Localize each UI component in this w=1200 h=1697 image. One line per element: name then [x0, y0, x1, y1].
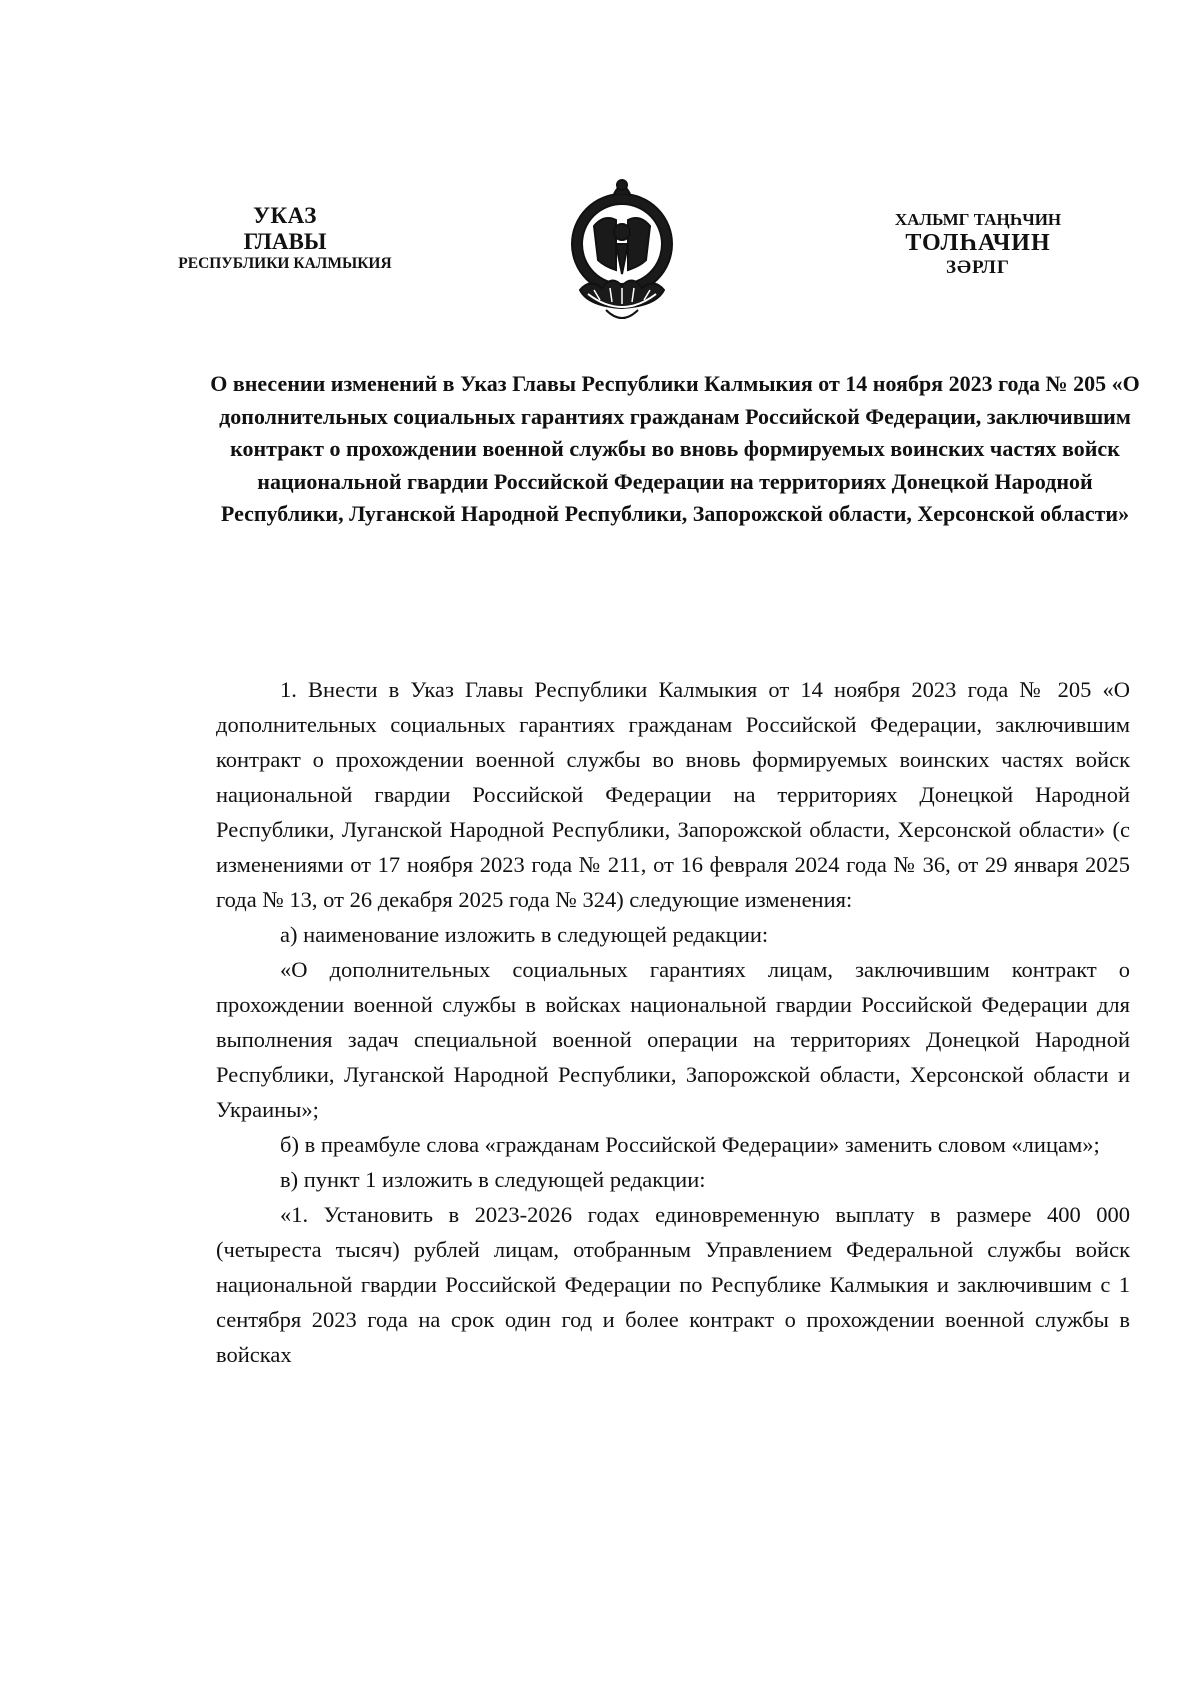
- kalmykia-coat-of-arms-icon: [566, 174, 678, 330]
- header-kalmyk-line-2: ТОЛҺАЧИН: [905, 229, 1051, 256]
- header-kalmyk-line-1: ХАЛЬМГ ТАҢҺЧИН: [894, 210, 1062, 229]
- paragraph-quote-item-1: «1. Установить в 2023-2026 годах единовременную выплату в размере 400 000 (четыреста тысяч) рублей лицам, отобранным Управлением Федеральной службы войск национальной гвардии Российской Федерации по Республике Калмыкия и заключившим с 1 сентября 2023 года на срок один год и более контракт о прохождении военной службы в войсках: [216, 1202, 1130, 1367]
- header-ru-line-2: ГЛАВЫ: [243, 228, 327, 254]
- paragraph-quote-new-name: «О дополнительных социальных гарантиях лицам, заключившим контракт о прохождении военной службы в войсках национальной гвардии Российской Федерации для выполнения задач специальной военной операции на территориях Донецкой Народной Республики, Луганской Народной Республики, Запорожской области, Херсонской области и Украины»;: [216, 957, 1130, 1122]
- decree-title: О внесении изменений в Указ Главы Республики Калмыкия от 14 ноября 2023 года № 205 «О дополнительных социальных гарантиях гражданам Российской Федерации, заключившим контракт о прохождении военной службы во вновь формируемых воинских частях войск национальной гвардии Российской Федерации на территориях Донецкой Народной Республики, Луганской Народной Республики, Запорожской области, Херсонской области»: [210, 371, 1140, 526]
- paragraph-subitem-v: в) пункт 1 изложить в следующей редакции:: [280, 1167, 706, 1192]
- decree-header-ru: [150, 203, 420, 272]
- decree-header-kalmyk: [858, 210, 1098, 279]
- header-ru-line-3: РЕСПУБЛИКИ КАЛМЫКИЯ: [178, 254, 392, 272]
- header-kalmyk-line-3: ЗӘРЛГ: [945, 257, 1011, 279]
- paragraph-item-1: 1. Внести в Указ Главы Республики Калмыкия от 14 ноября 2023 года № 205 «О дополнительных социальных гарантиях гражданам Российской Федерации, заключившим контракт о прохождении военной службы во вновь формируемых воинских частях войск национальной гвардии Российской Федерации на территориях Донецкой Народной Республики, Луганской Народной Республики, Запорожской области, Херсонской области» (с изменениями от 17 ноября 2023 года № 211, от 16 февраля 2024 года № 36, от 29 января 2025 года № 13, от 26 декабря 2025 года № 324) следующие изменения:: [216, 677, 1130, 912]
- paragraph-subitem-b: б) в преамбуле слова «гражданам Российской Федерации» заменить словом «лицам»;: [280, 1132, 1100, 1157]
- decree-body: [216, 672, 1130, 1372]
- paragraph-subitem-a: а) наименование изложить в следующей редакции:: [280, 922, 769, 947]
- header-ru-line-1: УКАЗ: [253, 203, 317, 228]
